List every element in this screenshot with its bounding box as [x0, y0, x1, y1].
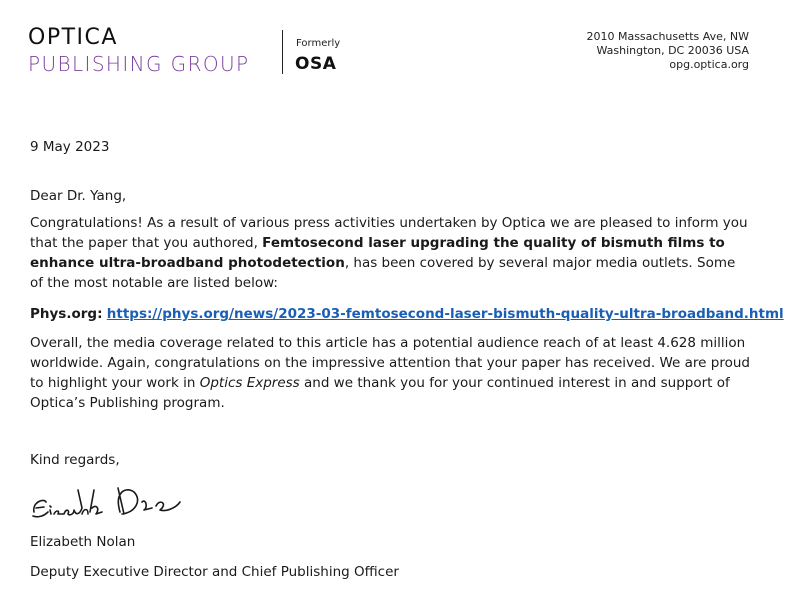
- paragraph-overall: [30, 333, 750, 413]
- logo-publishing-group: PUBLISHING GROUP: [28, 52, 250, 76]
- address-line: Washington, DC 20036 USA: [596, 44, 749, 57]
- letter-date: 9 May 2023: [30, 139, 110, 155]
- address-website: opg.optica.org: [669, 58, 749, 71]
- letter-closing: Kind regards,: [30, 452, 120, 468]
- outlet-link[interactable]: https://phys.org/news/2023-03-femtosecond-laser-bismuth-quality-ultra-broadband.html: [106, 306, 784, 322]
- handwritten-signature: [30, 478, 190, 524]
- signer-name: Elizabeth Nolan: [30, 534, 136, 550]
- paper-title: Femtosecond laser upgrading the quality of bismuth films to enhance ultra-broadband photodetection: [30, 235, 725, 271]
- p2-end: and we thank you for your continued interest in and support of Optica’s Publishing program.: [30, 375, 730, 411]
- address-block: [586, 30, 749, 72]
- paragraph-congratulations: [30, 213, 750, 293]
- logo-divider: [282, 30, 283, 74]
- address-line: 2010 Massachusetts Ave, NW: [586, 30, 749, 43]
- journal-name: Optics Express: [199, 375, 300, 391]
- p1-end: , has been covered by several major media outlets. Some of the most notable are listed below:: [30, 255, 736, 291]
- logo-optica: OPTICA: [28, 25, 118, 50]
- formerly-label: Formerly: [296, 38, 341, 49]
- p1-intro: Congratulations! As a result of various press activities undertaken by Optica we are pleased to inform you that the paper that you authored,: [30, 215, 748, 251]
- media-outlet: [30, 304, 784, 324]
- letter-greeting: Dear Dr. Yang,: [30, 188, 127, 204]
- signer-title: Deputy Executive Director and Chief Publishing Officer: [30, 564, 399, 580]
- p2-start: Overall, the media coverage related to this article has a potential audience reach of at least 4.628 million worldwide. Again, congratulations on the impressive attention that your paper has received. We are proud to highlight your work in: [30, 335, 750, 391]
- formerly-osa: OSA: [295, 54, 337, 74]
- outlet-label: Phys.org:: [30, 306, 103, 322]
